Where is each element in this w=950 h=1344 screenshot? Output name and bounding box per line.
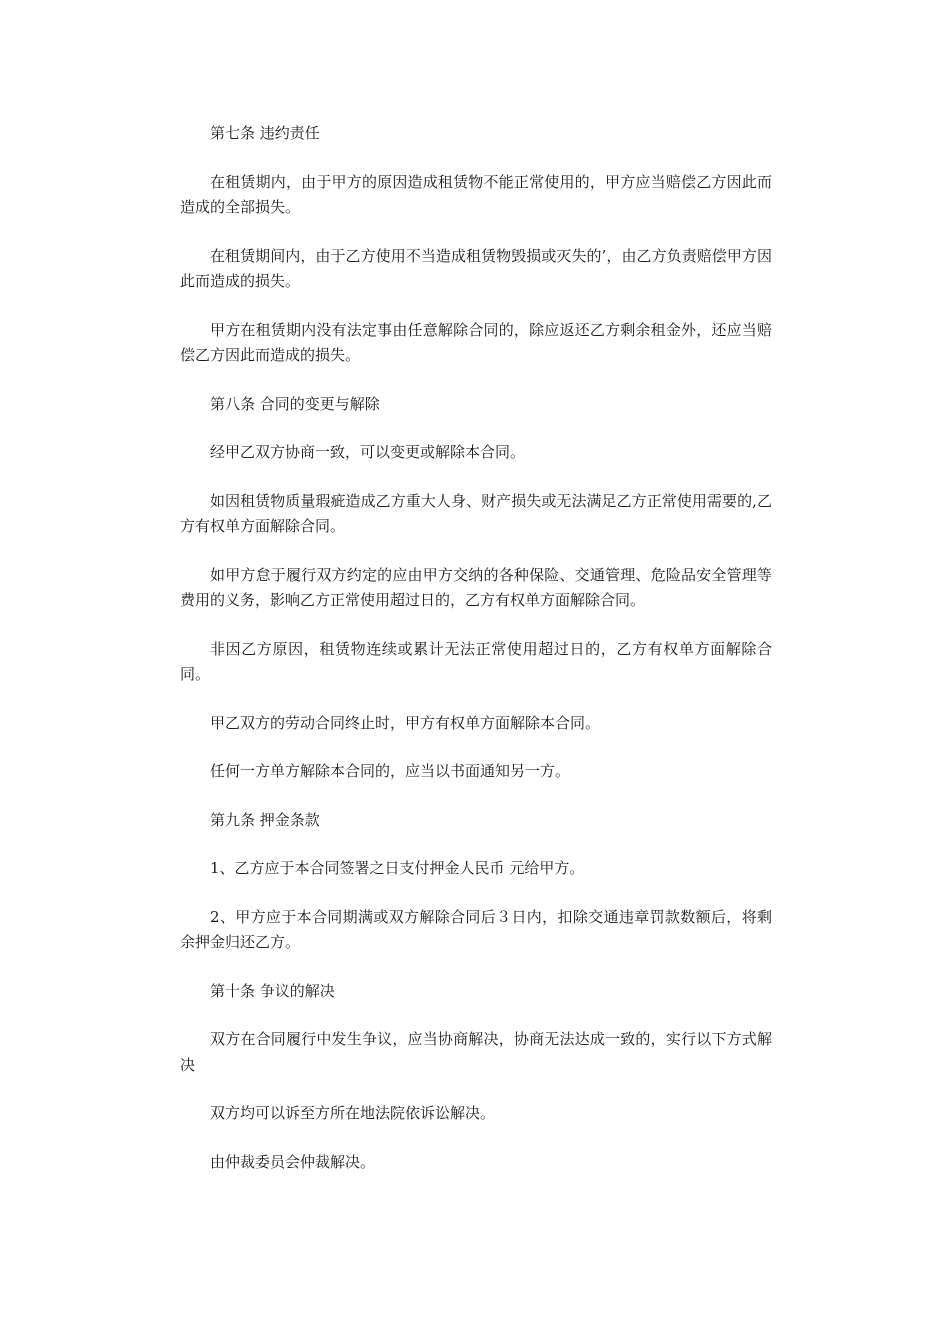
paragraph: 甲方在租赁期内没有法定事由任意解除合同的，除应返还乙方剩余租金外，还应当赔偿乙方因此而造成的损失。 [180, 320, 772, 364]
section-heading-article-8: 第八条 合同的变更与解除 [210, 394, 380, 413]
section-heading-article-10: 第十条 争议的解决 [210, 981, 335, 1000]
section-heading-article-9: 第九条 押金条款 [210, 810, 320, 829]
paragraph: 经甲乙双方协商一致，可以变更或解除本合同。 [210, 443, 526, 461]
paragraph: 如因租赁物质量瑕疵造成乙方重大人身、财产损失或无法满足乙方正常使用需要的,乙方有权单方面解除合同。 [180, 491, 772, 535]
paragraph: 在租赁期间内，由于乙方使用不当造成租赁物毁损或灭失的’，由乙方负责赔偿甲方因此而造成的损失。 [180, 246, 772, 290]
paragraph: 如甲方怠于履行双方约定的应由甲方交纳的各种保险、交通管理、危险品安全管理等费用的义务，影响乙方正常使用超过日的，乙方有权单方面解除合同。 [180, 565, 772, 609]
section-heading-article-7: 第七条 违约责任 [210, 124, 320, 142]
paragraph: 在租赁期内，由于甲方的原因造成租赁物不能正常使用的，甲方应当赔偿乙方因此而造成的全部损失。 [180, 172, 772, 216]
paragraph: 2、甲方应于本合同期满或双方解除合同后３日内，扣除交通违章罚款数额后，将剩余押金归还乙方。 [180, 907, 772, 951]
paragraph: 1、乙方应于本合同签署之日支付押金人民币 元给甲方。 [210, 859, 585, 877]
paragraph: 非因乙方原因，租赁物连续或累计无法正常使用超过日的，乙方有权单方面解除合同。 [180, 639, 772, 683]
paragraph: 任何一方单方解除本合同的，应当以书面通知另一方。 [210, 762, 571, 780]
paragraph: 甲乙双方的劳动合同终止时，甲方有权单方面解除本合同。 [210, 713, 601, 732]
paragraph: 由仲裁委员会仲裁解决。 [210, 1152, 376, 1171]
paragraph: 双方在合同履行中发生争议，应当协商解决，协商无法达成一致的，实行以下方式解决 [180, 1030, 772, 1074]
document-body [180, 121, 772, 1198]
paragraph: 双方均可以诉至方所在地法院依诉讼解决。 [210, 1104, 496, 1122]
